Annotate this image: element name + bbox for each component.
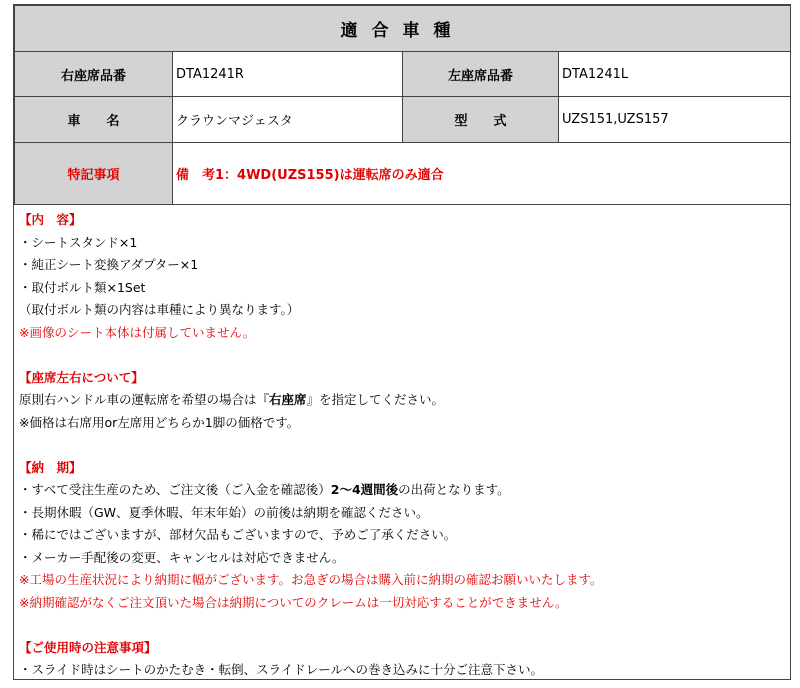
delivery-emphasis: 2〜4週間後: [330, 482, 399, 497]
seat-side-heading: 【座席左右について】: [19, 369, 144, 385]
contents-heading: 【内 容】: [19, 212, 82, 227]
contents-item: ・純正シート変換アダプター×1: [19, 257, 199, 272]
seat-side-text: 原則右ハンドル車の運転席を希望の場合は『: [19, 392, 270, 407]
caution-heading: 【ご使用時の注意事項】: [19, 639, 157, 655]
delivery-line: ・長期休暇（GW、夏季休暇、年末年始）の前後は納期を確認ください。: [19, 504, 429, 520]
car-name-label: 車 名: [15, 97, 173, 143]
model-label: 型 式: [403, 97, 559, 143]
delivery-line: ・稀にではございますが、部材欠品もございますので、予めご了承ください。: [19, 527, 457, 542]
delivery-line: ・メーカー手配後の変更、キャンセルは対応できません。: [19, 549, 345, 565]
spec-table: [14, 5, 791, 205]
page-title: 適合車種: [15, 6, 791, 52]
car-name-value: クラウンマジェスタ: [173, 97, 403, 143]
seat-side-emphasis: 右座席: [269, 392, 307, 407]
seat-side-line: [19, 389, 602, 412]
compatibility-sheet: [13, 4, 791, 680]
left-seat-label: 左座席品番: [403, 52, 559, 97]
delivery-text: ・すべて受注生産のため、ご注文後（ご入金を確認後）: [19, 482, 331, 497]
delivery-note: ※工場の生産状況により納期に幅がございます。お急ぎの場合は購入前に納期の確認お願いいたします。: [19, 572, 603, 587]
seat-side-price-note: ※価格は右席用or左席用どちらか1脚の価格です。: [19, 414, 300, 430]
notes-label: 特記事項: [15, 143, 173, 205]
delivery-heading: 【納 期】: [19, 459, 82, 475]
contents-item: ・シートスタンド×1: [19, 234, 138, 250]
contents-item: （取付ボルト類の内容は車種により異なります。）: [19, 302, 300, 317]
right-seat-label: 右座席品番: [15, 52, 173, 97]
seat-side-text: 』を指定してください。: [306, 392, 445, 407]
details-section: [19, 209, 602, 682]
model-value: UZS151,UZS157: [559, 97, 791, 143]
delivery-line: [19, 479, 602, 502]
contents-item: ・取付ボルト類×1Set: [19, 279, 146, 295]
left-seat-value: DTA1241L: [559, 52, 791, 97]
delivery-text: の出荷となります。: [398, 482, 510, 497]
notes-value: 備 考1：4WD(UZS155)は運転席のみ適合: [173, 143, 791, 205]
caution-line: ・スライド時はシートのかたむき・転倒、スライドレールへの巻き込みに十分ご注意下さい。: [19, 662, 544, 677]
delivery-note: ※納期確認がなくご注文頂いた場合は納期についてのクレームは一切対応することができません。: [19, 594, 568, 610]
contents-note: ※画像のシート本体は付属していません。: [19, 324, 256, 340]
right-seat-value: DTA1241R: [173, 52, 403, 97]
